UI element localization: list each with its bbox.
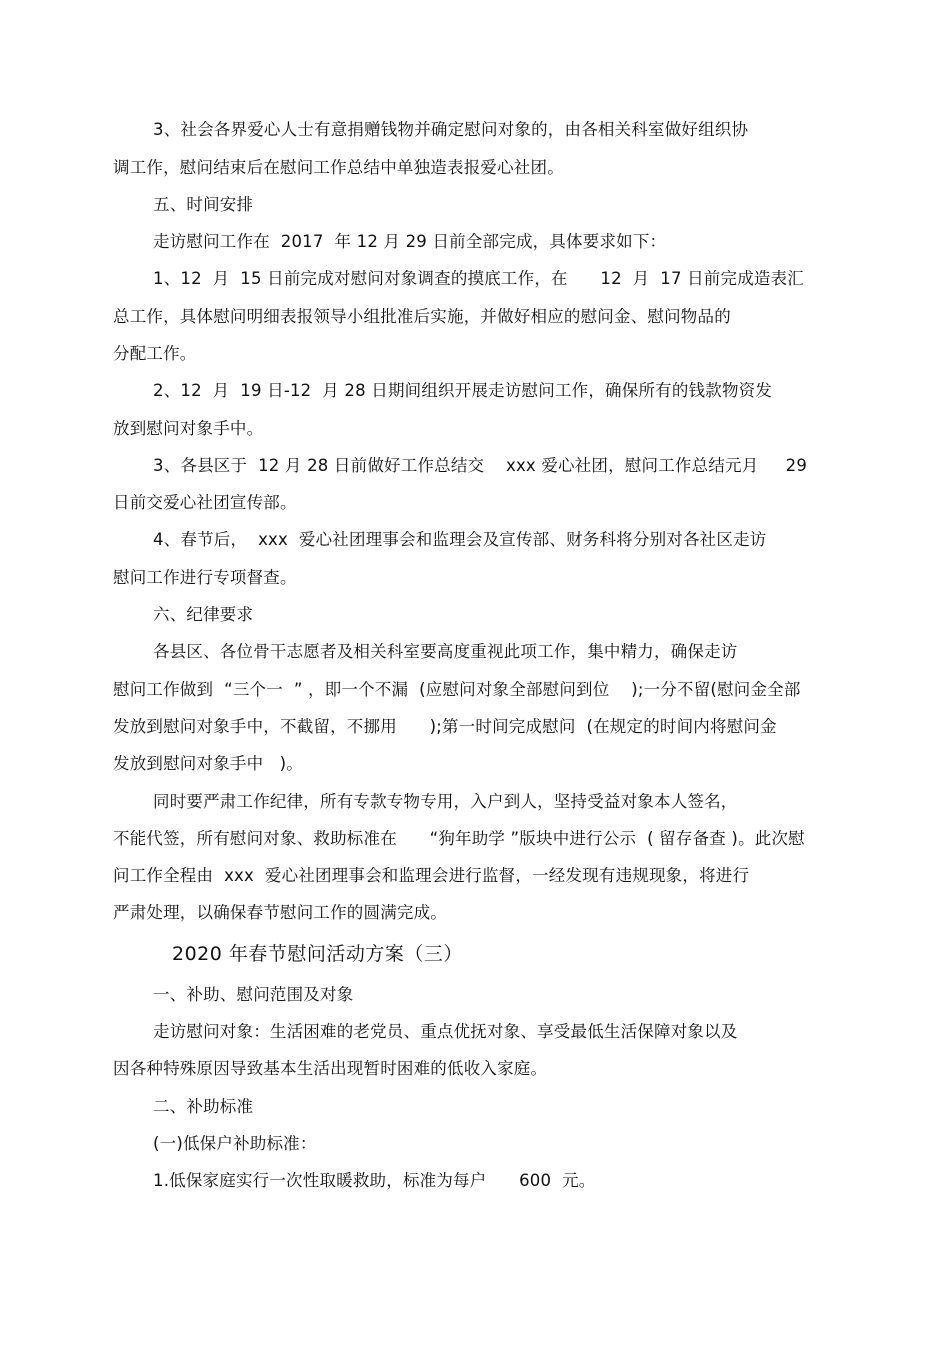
paragraph-line: 各县区、各位骨干志愿者及相关科室要高度重视此项工作，集中精力，确保走访: [153, 642, 738, 661]
paragraph-line: 走访慰问工作在 2017 年 12 月 29 日前全部完成，具体要求如下：: [153, 232, 667, 251]
paragraph-line: 1.低保家庭实行一次性取暖救助，标准为每户 600 元。: [153, 1171, 596, 1190]
paragraph-line: 走访慰问对象：生活困难的老党员、重点优抚对象、享受最低生活保障对象以及: [153, 1022, 738, 1041]
section-heading: 五、时间安排: [153, 195, 254, 214]
paragraph-line: 2、12 月 19 日-12 月 28 日期间组织开展走访慰问工作，确保所有的钱款物资发: [153, 381, 773, 400]
section-heading: 六、纪律要求: [153, 605, 254, 624]
paragraph-line: 慰问工作做到 “三个一 ” ，即一个不漏 (应慰问对象全部慰问到位 );一分不留(慰问金全部: [113, 680, 801, 699]
section-heading: 二、补助标准: [153, 1097, 254, 1116]
paragraph-line: 3、各县区于 12 月 28 日前做好工作总结交 xxx 爱心社团，慰问工作总结元月 29: [153, 456, 808, 475]
paragraph-line: 发放到慰问对象手中，不截留，不挪用 );第一时间完成慰问 (在规定的时间内将慰问金: [113, 717, 777, 736]
paragraph-line: 总工作，具体慰问明细表报领导小组批准后实施，并做好相应的慰问金、慰问物品的: [113, 307, 731, 326]
paragraph-line: 严肃处理，以确保春节慰问工作的圆满完成。: [113, 903, 447, 922]
paragraph-line: 因各种特殊原因导致基本生活出现暂时困难的低收入家庭。: [113, 1059, 548, 1078]
paragraph-line: 日前交爱心社团宣传部。: [113, 493, 297, 512]
paragraph-line: 分配工作。: [113, 344, 197, 363]
paragraph-line: 放到慰问对象手中。: [113, 419, 264, 438]
paragraph-line: 调工作，慰问结束后在慰问工作总结中单独造表报爱心社团。: [113, 158, 564, 177]
paragraph-line: 发放到慰问对象手中 )。: [113, 754, 303, 773]
paragraph-line: 1、12 月 15 日前完成对慰问对象调查的摸底工作，在 12 月 17 日前完成造表汇: [153, 269, 804, 288]
paragraph-line: 3、社会各界爱心人士有意捐赠钱物并确定慰问对象的，由各相关科室做好组织协: [153, 120, 749, 139]
paragraph-line: 慰问工作进行专项督查。: [113, 568, 297, 587]
paragraph-line: 4、春节后， xxx 爱心社团理事会和监理会及宣传部、财务科将分别对各社区走访: [153, 530, 767, 549]
paragraph-line: 不能代签，所有慰问对象、救助标准在 “狗年助学 ”版块中进行公示 ( 留存备查 )。此次慰: [113, 829, 805, 848]
paragraph-line: 问工作全程由 xxx 爱心社团理事会和监理会进行监督，一经发现有违规现象，将进行: [113, 866, 750, 885]
document-title: 2020 年春节慰问活动方案（三）: [172, 943, 463, 965]
paragraph-line: (一)低保户补助标准：: [153, 1134, 317, 1153]
section-heading: 一、补助、慰问范围及对象: [153, 985, 354, 1004]
paragraph-line: 同时要严肃工作纪律，所有专款专物专用，入户到人，坚持受益对象本人签名，: [153, 792, 738, 811]
